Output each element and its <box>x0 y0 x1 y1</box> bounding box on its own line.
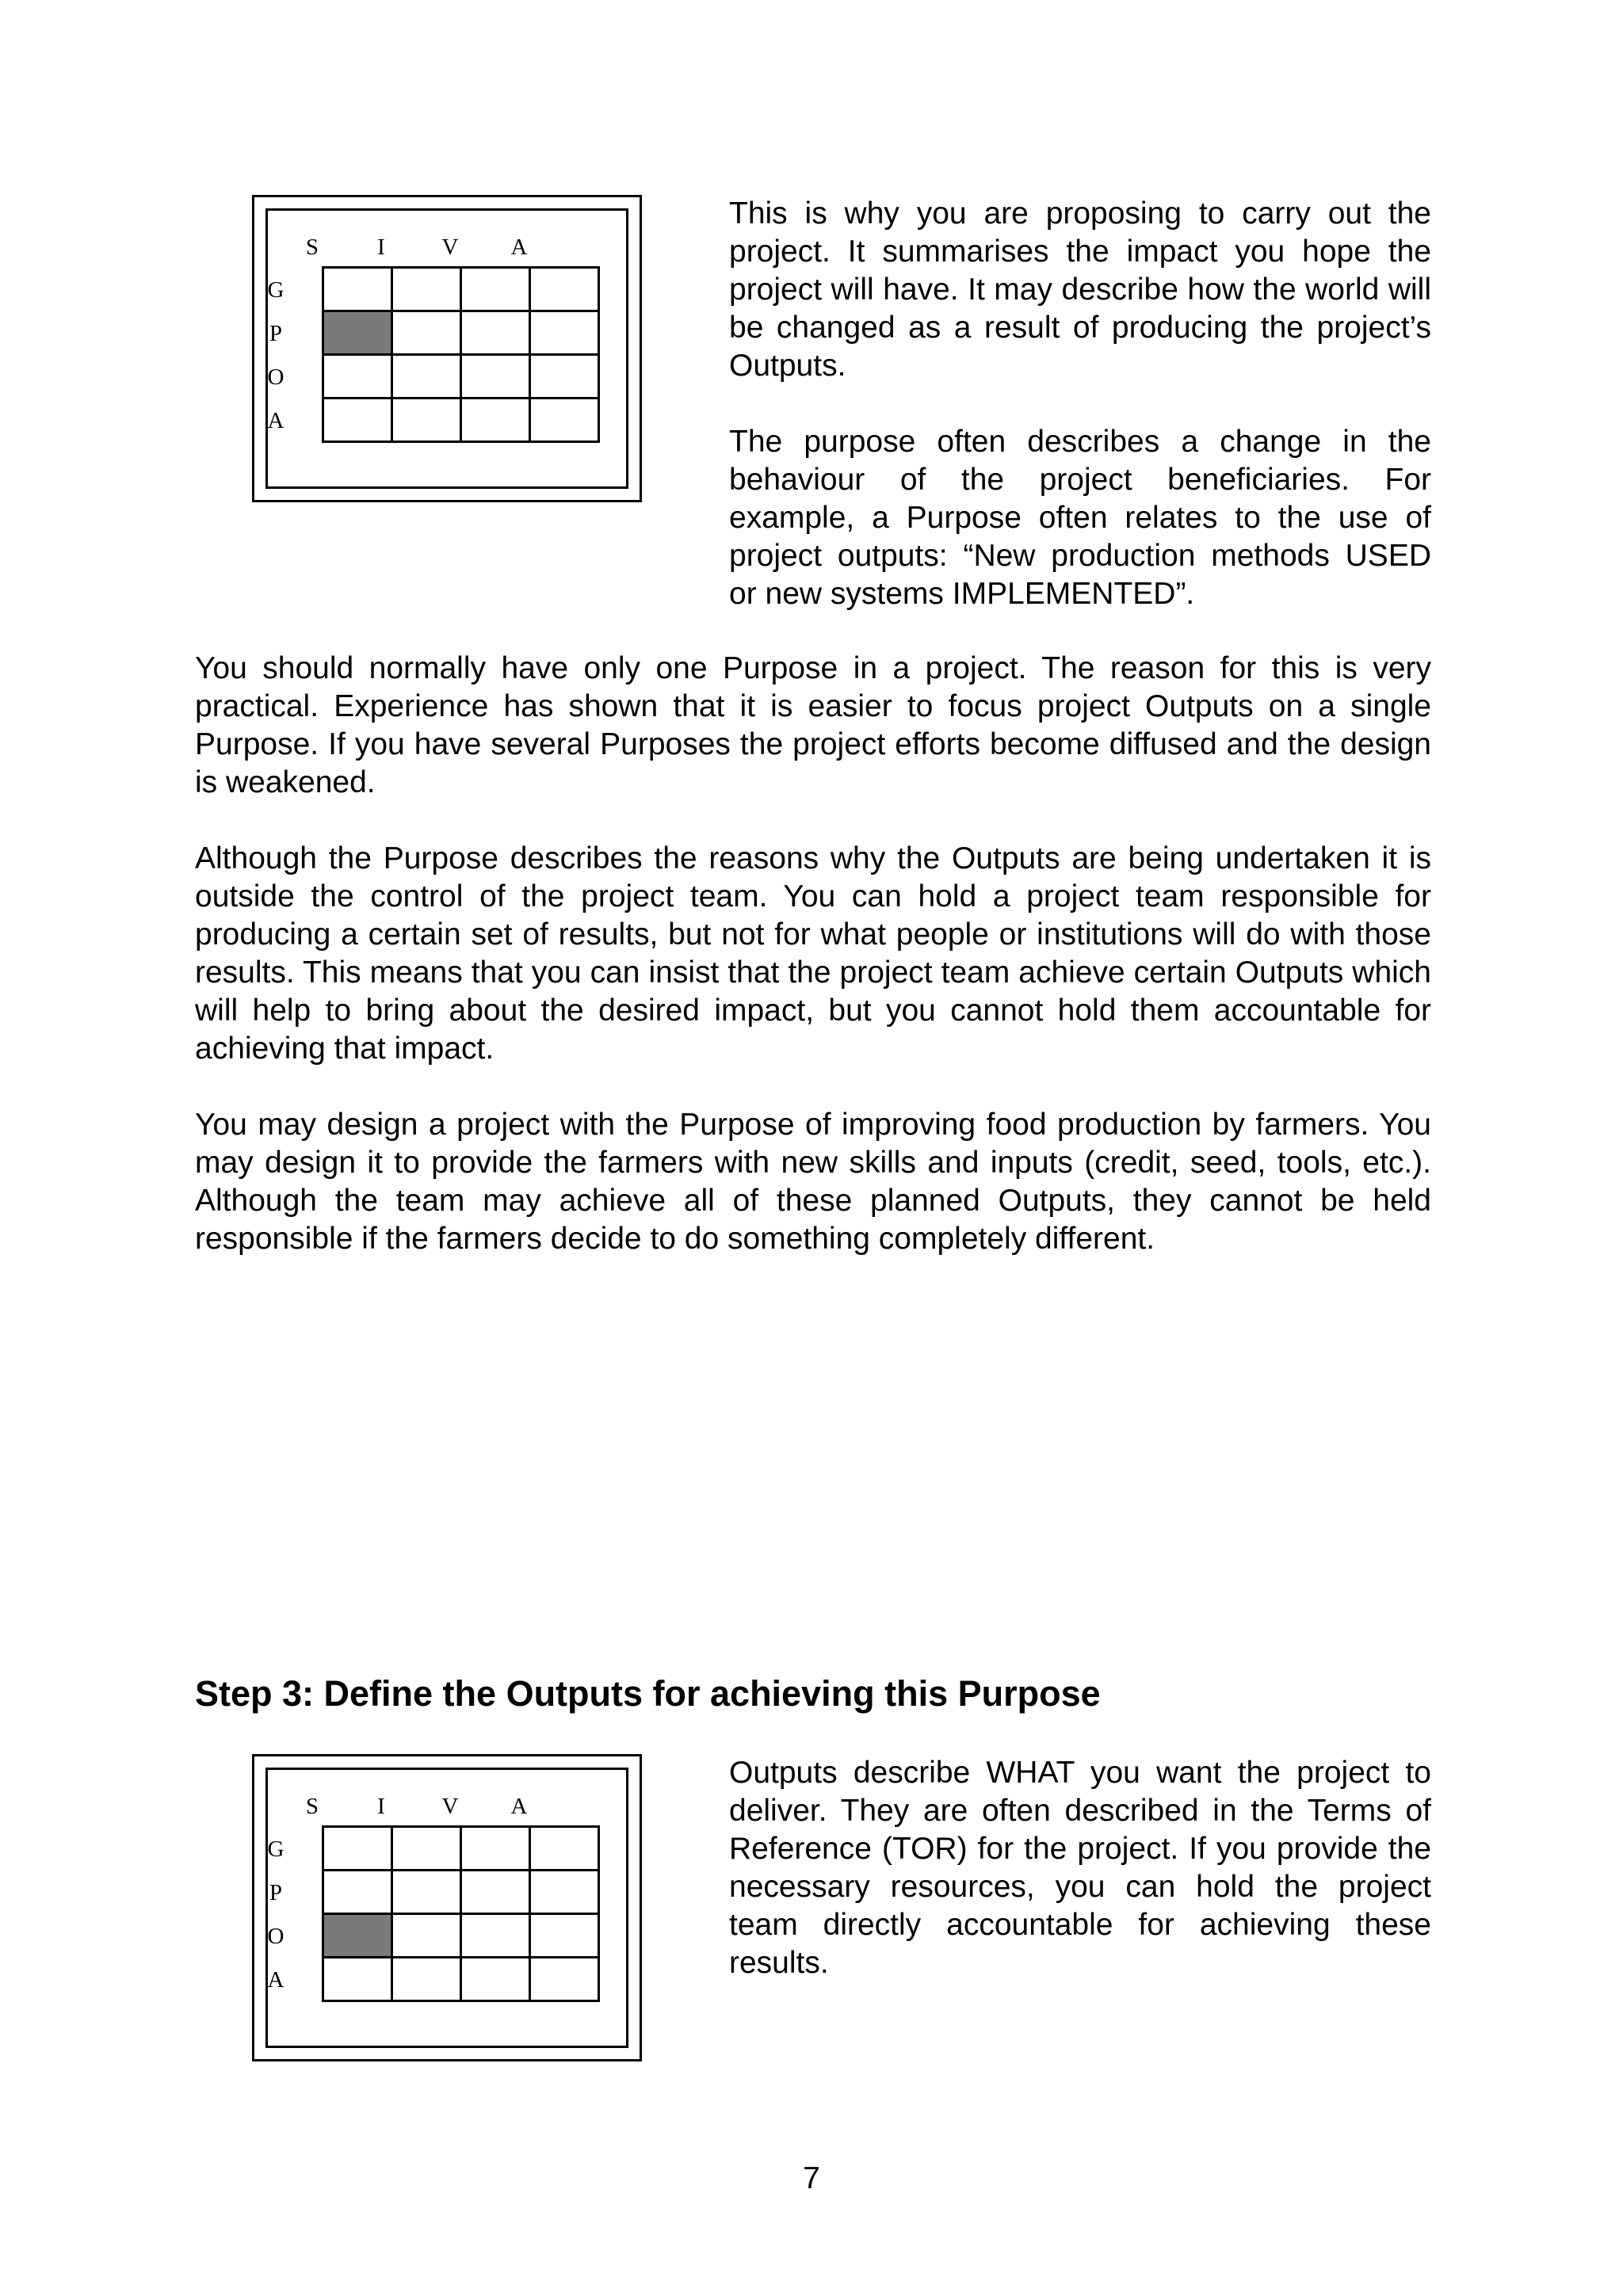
matrix-cell <box>393 399 462 443</box>
matrix-cell <box>324 399 393 443</box>
matrix-cell-highlighted <box>324 312 393 356</box>
purpose-side-paragraph: The purpose often describes a change in the behaviour of the project beneficiaries. For example, a Purpose often relates to the use of project outputs: “New production methods USED or new systems IMPLEMENTED”. <box>729 425 1431 611</box>
matrix-cell <box>462 1958 531 2002</box>
matrix-cell <box>462 356 531 399</box>
matrix-cell <box>462 269 531 312</box>
matrix-cell <box>324 269 393 312</box>
matrix-cell <box>462 312 531 356</box>
matrix-cell <box>393 269 462 312</box>
matrix-col-label: A <box>510 1794 528 1819</box>
outputs-side-paragraph: Outputs describe WHAT you want the project to deliver. They are often described in the Terms of Reference (TOR) for the project. If you provide the necessary resources, you can hold the project team directly accountable for achieving these results. <box>729 1756 1431 1980</box>
matrix-cell <box>531 1871 600 1915</box>
matrix-col-label: V <box>441 1794 459 1819</box>
matrix-cell <box>324 1828 393 1871</box>
matrix-cell <box>462 1828 531 1871</box>
body-paragraph: Although the Purpose describes the reasons why the Outputs are being undertaken it is outside the control of the project team. You can hold a project team responsible for producing a certain set of results, but not for what people or institutions will do with those results. This means that you can insist that the project team achieve certain Outputs which will help to bring about the desired impact, but you cannot hold them accountable for achieving that impact. <box>195 841 1431 1066</box>
matrix-cell-highlighted <box>324 1915 393 1958</box>
logframe-matrix-outputs <box>252 1754 642 2061</box>
matrix-col-label: A <box>510 235 528 260</box>
matrix-row-label: G <box>267 277 285 303</box>
matrix-cell <box>393 356 462 399</box>
matrix-cell <box>324 1871 393 1915</box>
matrix-cell <box>393 1915 462 1958</box>
matrix-cell <box>462 1915 531 1958</box>
matrix-cell <box>531 1958 600 2002</box>
matrix-cell <box>531 1828 600 1871</box>
matrix-row-label: P <box>269 1880 283 1905</box>
matrix-inner-border <box>265 1768 628 2048</box>
matrix-cell <box>531 399 600 443</box>
body-paragraph: You should normally have only one Purpose in a project. The reason for this is very practical. Experience has shown that it is easier to focus project Outputs on a single Purpose. If you have several Purposes the project efforts become diffused and the design is weakened. <box>195 651 1431 799</box>
matrix-col-label: I <box>377 235 385 260</box>
matrix-cell <box>531 269 600 312</box>
matrix-row-label: A <box>267 1967 285 1993</box>
matrix-row-label: O <box>267 364 285 390</box>
matrix-cell <box>531 312 600 356</box>
matrix-cell <box>531 1915 600 1958</box>
matrix-grid <box>322 1825 600 2002</box>
matrix-cell <box>393 1828 462 1871</box>
matrix-col-label: V <box>441 235 459 260</box>
body-paragraph: You may design a project with the Purpose of improving food production by farmers. You may design it to provide the farmers with new skills and inputs (credit, seed, tools, etc.). Although the team may achieve all of these planned Outputs, they cannot be held responsible if the farmers decide to do something completely different. <box>195 1108 1431 1256</box>
matrix-grid <box>322 266 600 443</box>
matrix-inner-border <box>265 208 628 489</box>
matrix-row-label: O <box>267 1924 285 1949</box>
matrix-col-label: S <box>305 235 319 260</box>
matrix-cell <box>531 356 600 399</box>
matrix-col-label: S <box>305 1794 319 1819</box>
page-number: 7 <box>803 2161 820 2195</box>
matrix-cell <box>324 1958 393 2002</box>
matrix-cell <box>462 399 531 443</box>
matrix-cell <box>393 1871 462 1915</box>
logframe-matrix-purpose <box>252 195 642 502</box>
matrix-cell <box>462 1871 531 1915</box>
matrix-col-label: I <box>377 1794 385 1819</box>
section-heading: Step 3: Define the Outputs for achieving this Purpose <box>195 1673 1101 1714</box>
matrix-cell <box>393 1958 462 2002</box>
matrix-cell <box>324 356 393 399</box>
purpose-side-paragraph: This is why you are proposing to carry out the project. It summarises the impact you hope the project will have. It may describe how the world will be changed as a result of producing the project’s Outputs. <box>729 196 1431 383</box>
matrix-row-label: P <box>269 321 283 346</box>
matrix-cell <box>393 312 462 356</box>
matrix-row-label: A <box>267 408 285 433</box>
matrix-row-label: G <box>267 1836 285 1862</box>
